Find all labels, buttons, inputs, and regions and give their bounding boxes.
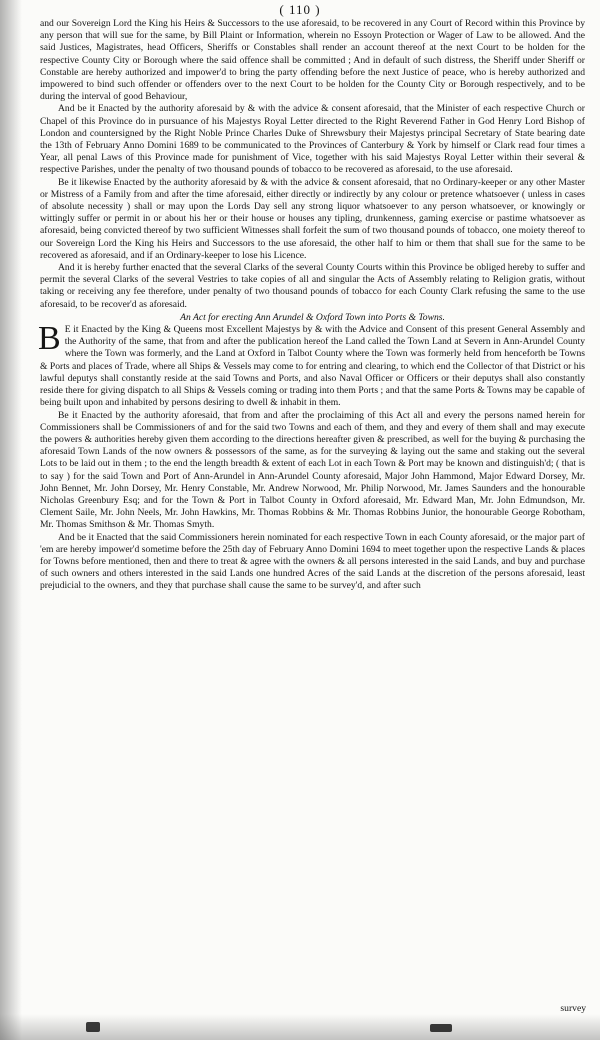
act-towns-ports-text: E it Enacted by the King & Queens most Excellent Majestys by & with the Advice and Consent of this present General Assembly and the Authority of the same, that from and after the publication hereof the Land called the Town Land at Severn in Ann-Arundel County where the Town was formerly, and the Land at Oxford in Talbot County where the Town was formerly held from henceforth be Towns & Ports and places of Trade, where all Ships & Vessels may come to for entring and clearing, to which end the Collector of that District or his lawful deputys shall constantly reside at the said Towns and Ports, and also Naval Officer or Officers or their deputys shall also constantly reside there for giving dispatch to all Ships & Vessels coming or trading into them Ports ; and that the same Ports & Towns may be capable of being built upon and inhabited by persons desiring to dwell & inhabit in them. — [40, 324, 585, 409]
ink-blot — [86, 1022, 100, 1032]
ink-blot — [430, 1024, 452, 1032]
page-number: ( 110 ) — [279, 2, 321, 17]
paragraph-ministers-read-laws: And be it Enacted by the authority aforesaid by & with the advice & consent aforesaid, that the Minister of each respective Church or Chapel of this Province do in pursuance of his Majestys Royal Letter directed to the Right Reverend Father in God Henry Lord Bishop of London and countersigned by the Right Noble Prince Charles Duke of Shrewsbury their Majestys principal Secretary of State bearing date the 13th of February Anno Domini 1689 to be communicated to the Provinces of Canterbury & York by himself or Clark read four times a Year, all penal Laws of this Province made for punishment of Vice, together with his said Majestys Royal Letter within their several & respective Parishes, under the penalty of two thousand pounds of tobacco to be recovered as aforesaid, to the use aforesaid. — [40, 103, 585, 176]
paragraph-act-towns-ports — [38, 320, 585, 409]
paragraph-county-clarks: And it is hereby further enacted that the several Clarks of the several County Courts within this Province be obliged hereby to suffer and permit the several Clarks of the several Vestries to take copies of all and singular the Acts of Assembly relating to Religion gratis, without taking or receiving any fee therefore, under penalty of two thousand pounds of tobacco for each County Clark refusing the same to the use aforesaid, to be recover'd as aforesaid. — [40, 262, 585, 310]
paragraph-penalty-continuation: and our Sovereign Lord the King his Heirs & Successors to the use aforesaid, to be recovered in any Court of Record within this Province by any person that will sue for the same, by Bill Plaint or Information, wherein no Essoyn Protection or Wager of Law to be allowed. And the said Justices, Magistrates, head Officers, Sheriffs or Constables shall render an account thereof at the next Court to be holden for the respective County City or Borough where the said offence shall be committed ; And in default of such distress, the Sheriff under Sheriff or Constable are hereby authorized and impower'd to bring the party offending before the next Justice of peace, who is hereby authorized and impowered to bind such offender or offenders over to the next Court to be holden for the County City or Borough respectively, and to be during the interval of good Behaviour, — [40, 18, 585, 103]
catchword: survey — [560, 1003, 586, 1014]
act-title: An Act for erecting Ann Arundel & Oxford Town into Ports & Towns. — [180, 311, 445, 323]
drop-cap-letter: B — [38, 320, 61, 358]
text-column — [40, 18, 585, 593]
paragraph-commissioners: Be it Enacted by the authority aforesaid, that from and after the proclaiming of this Act all and every the persons named herein for Commissioners shall be Commissioners of and for the said two Towns and each of them, and they and every of them shall and may execute the powers & authorities hereby given them according to the directions hereafter given & prescribed, as well for the buying & purchasing the aforesaid Town Lands of the now owners & possessors of the same, as for the surveying & laying out the same and staking out the several Lots to be laid out in them ; to the end the length breadth & extent of each Lot in each Town & Port may be known and distinguish'd; ( that is to say ) for the said Town and Port of Ann-Arundel in Ann-Arundel County aforesaid, Major John Hammond, Major Edward Dorsey, Mr. John Bennet, Mr. John Dorsey, Mr. Henry Constable, Mr. Andrew Norwood, Mr. Philip Norwood, Mr. James Saunders and the honourable Nicholas Greenbury Esq; and for the Town & Port in Talbot County in Oxford aforesaid, Mr. Edward Man, Mr. John Edmundson, Mr. Clement Saile, Mr. John Neels, Mr. John Hawkins, Mr. Thomas Robbins & Mr. Thomas Robbins Junior, the honourable George Robotham, Mr. Thomas Smithson & Mr. Thomas Smyth. — [40, 409, 585, 531]
binding-shadow — [0, 0, 22, 1040]
paragraph-purchase-lands: And be it Enacted that the said Commissioners herein nominated for each respective Town in each County aforesaid, or the major part of 'em are hereby impower'd sometime before the 25th day of February Anno Domini 1694 to meet together upon the respective Lands & places for Towns before mentioned, then and there to treat & agree with the owners & all persons interested in the said Lands, and buy and purchase of such owners and others interested in the said Lands one hundred Acres of the said Lands at the discretion of the persons aforesaid, least prejudicial to the owners, and they that purchase shall cause the same to be survey'd, and after such — [40, 531, 585, 592]
paragraph-lords-day-liquor: Be it likewise Enacted by the authority aforesaid by & with the advice & consent aforesaid, that no Ordinary-keeper or any other Master or Mistress of a Family from and after the time aforesaid, either directly or indirectly by any colour or pretence whatsoever ( unless in cases of absolute necessity ) shall or may upon the Lords Day sell any strong liquor whatsoever to any person whatsoever, or knowingly or wittingly suffer or permit in or about his her or their house or houses any tipling, drunkenness, gaming exercise or pastime whatsoever as aforesaid, being convicted thereof by two sufficient Witnesses shall forfeit the sum of two thousand pounds of tobacco, one moiety thereof to our Sovereign Lord the King his Heirs and Successors to the use aforesaid, the other half to him or them that shall sue for the same to be recovered as aforesaid, and if an Ordinary-keeper to lose his Licence. — [40, 176, 585, 261]
